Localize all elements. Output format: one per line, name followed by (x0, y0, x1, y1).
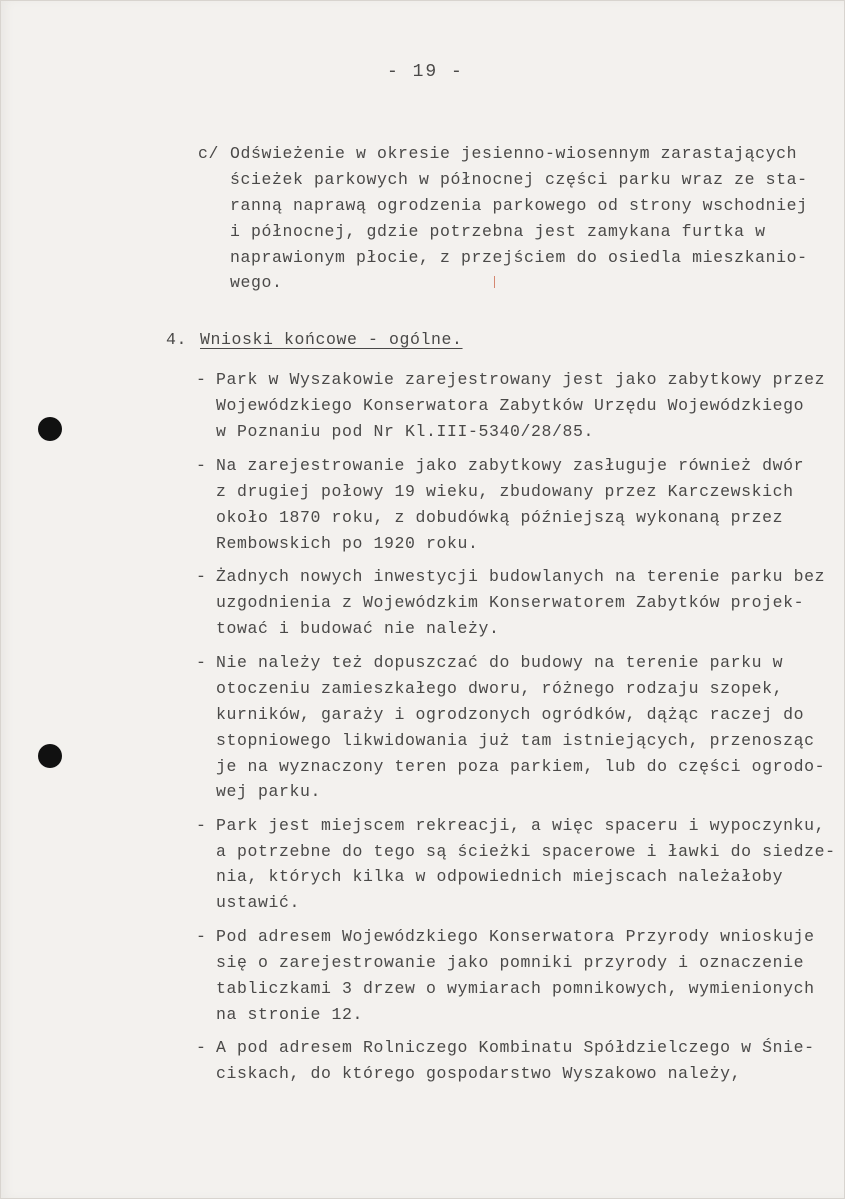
punch-hole (38, 744, 62, 768)
item-c-label: c/ (198, 144, 220, 163)
point-line: Rembowskich po 1920 roku. (216, 534, 479, 553)
item-c-line: Odświeżenie w okresie jesienno-wiosennym zarastających (230, 144, 798, 163)
bullet-dash: - (196, 1038, 207, 1057)
point-line: około 1870 roku, z dobudówką późniejszą wykonaną przez (216, 508, 784, 527)
item-c-line: wego. (230, 273, 283, 292)
point-line: ustawić. (216, 893, 301, 912)
point-line: w Poznaniu pod Nr Kl.III-5340/28/85. (216, 422, 595, 441)
point-line: Park w Wyszakowie zarejestrowany jest jako zabytkowy przez (216, 370, 826, 389)
item-c-line: ranną naprawą ogrodzenia parkowego od strony wschodniej (230, 196, 808, 215)
item-c-line: i północnej, gdzie potrzebna jest zamykana furtka w (230, 222, 766, 241)
bullet-dash: - (196, 456, 207, 475)
point-line: Park jest miejscem rekreacji, a więc spaceru i wypoczynku, (216, 816, 826, 835)
point-line: tabliczkami 3 drzew o wymiarach pomnikowych, wymienionych (216, 979, 815, 998)
item-c-line: ścieżek parkowych w północnej części parku wraz ze sta- (230, 170, 808, 189)
item-c-line: naprawionym płocie, z przejściem do osiedla mieszkanio- (230, 248, 808, 267)
point-line: wej parku. (216, 782, 322, 801)
point-line: Żadnych nowych inwestycji budowlanych na terenie parku bez (216, 567, 826, 586)
bullet-dash: - (196, 567, 207, 586)
point-line: uzgodnienia z Wojewódzkim Konserwatorem Zabytków projek- (216, 593, 805, 612)
point-line: z drugiej połowy 19 wieku, zbudowany przez Karczewskich (216, 482, 794, 501)
point-line: ciskach, do którego gospodarstwo Wyszakowo należy, (216, 1064, 742, 1083)
point-line: je na wyznaczony teren poza parkiem, lub do części ogrodo- (216, 757, 826, 776)
point-line: a potrzebne do tego są ścieżki spacerowe i ławki do siedze- (216, 842, 836, 861)
point-line: tować i budować nie należy. (216, 619, 500, 638)
point-line: stopniowego likwidowania już tam istniejących, przenosząc (216, 731, 815, 750)
point-line: otoczeniu zamieszkałego dworu, różnego rodzaju szopek, (216, 679, 784, 698)
page-number: - 19 - (387, 62, 464, 82)
point-line: na stronie 12. (216, 1005, 364, 1024)
bullet-dash: - (196, 816, 207, 835)
point-line: Wojewódzkiego Konserwatora Zabytków Urzędu Wojewódzkiego (216, 396, 805, 415)
point-line: Na zarejestrowanie jako zabytkowy zasługuje również dwór (216, 456, 805, 475)
point-line: Nie należy też dopuszczać do budowy na terenie parku w (216, 653, 784, 672)
point-line: kurników, garaży i ogrodzonych ogródków, dążąc raczej do (216, 705, 805, 724)
section-title: Wnioski końcowe - ogólne. (200, 330, 463, 349)
section-number: 4. (166, 330, 188, 349)
bullet-dash: - (196, 370, 207, 389)
point-line: Pod adresem Wojewódzkiego Konserwatora Przyrody wnioskuje (216, 927, 815, 946)
ink-mark (494, 276, 495, 288)
point-line: nia, których kilka w odpowiednich miejscach należałoby (216, 867, 784, 886)
point-line: się o zarejestrowanie jako pomniki przyrody i oznaczenie (216, 953, 805, 972)
bullet-dash: - (196, 927, 207, 946)
bullet-dash: - (196, 653, 207, 672)
point-line: A pod adresem Rolniczego Kombinatu Spółdzielczego w Śnie- (216, 1038, 815, 1057)
punch-hole (38, 417, 62, 441)
